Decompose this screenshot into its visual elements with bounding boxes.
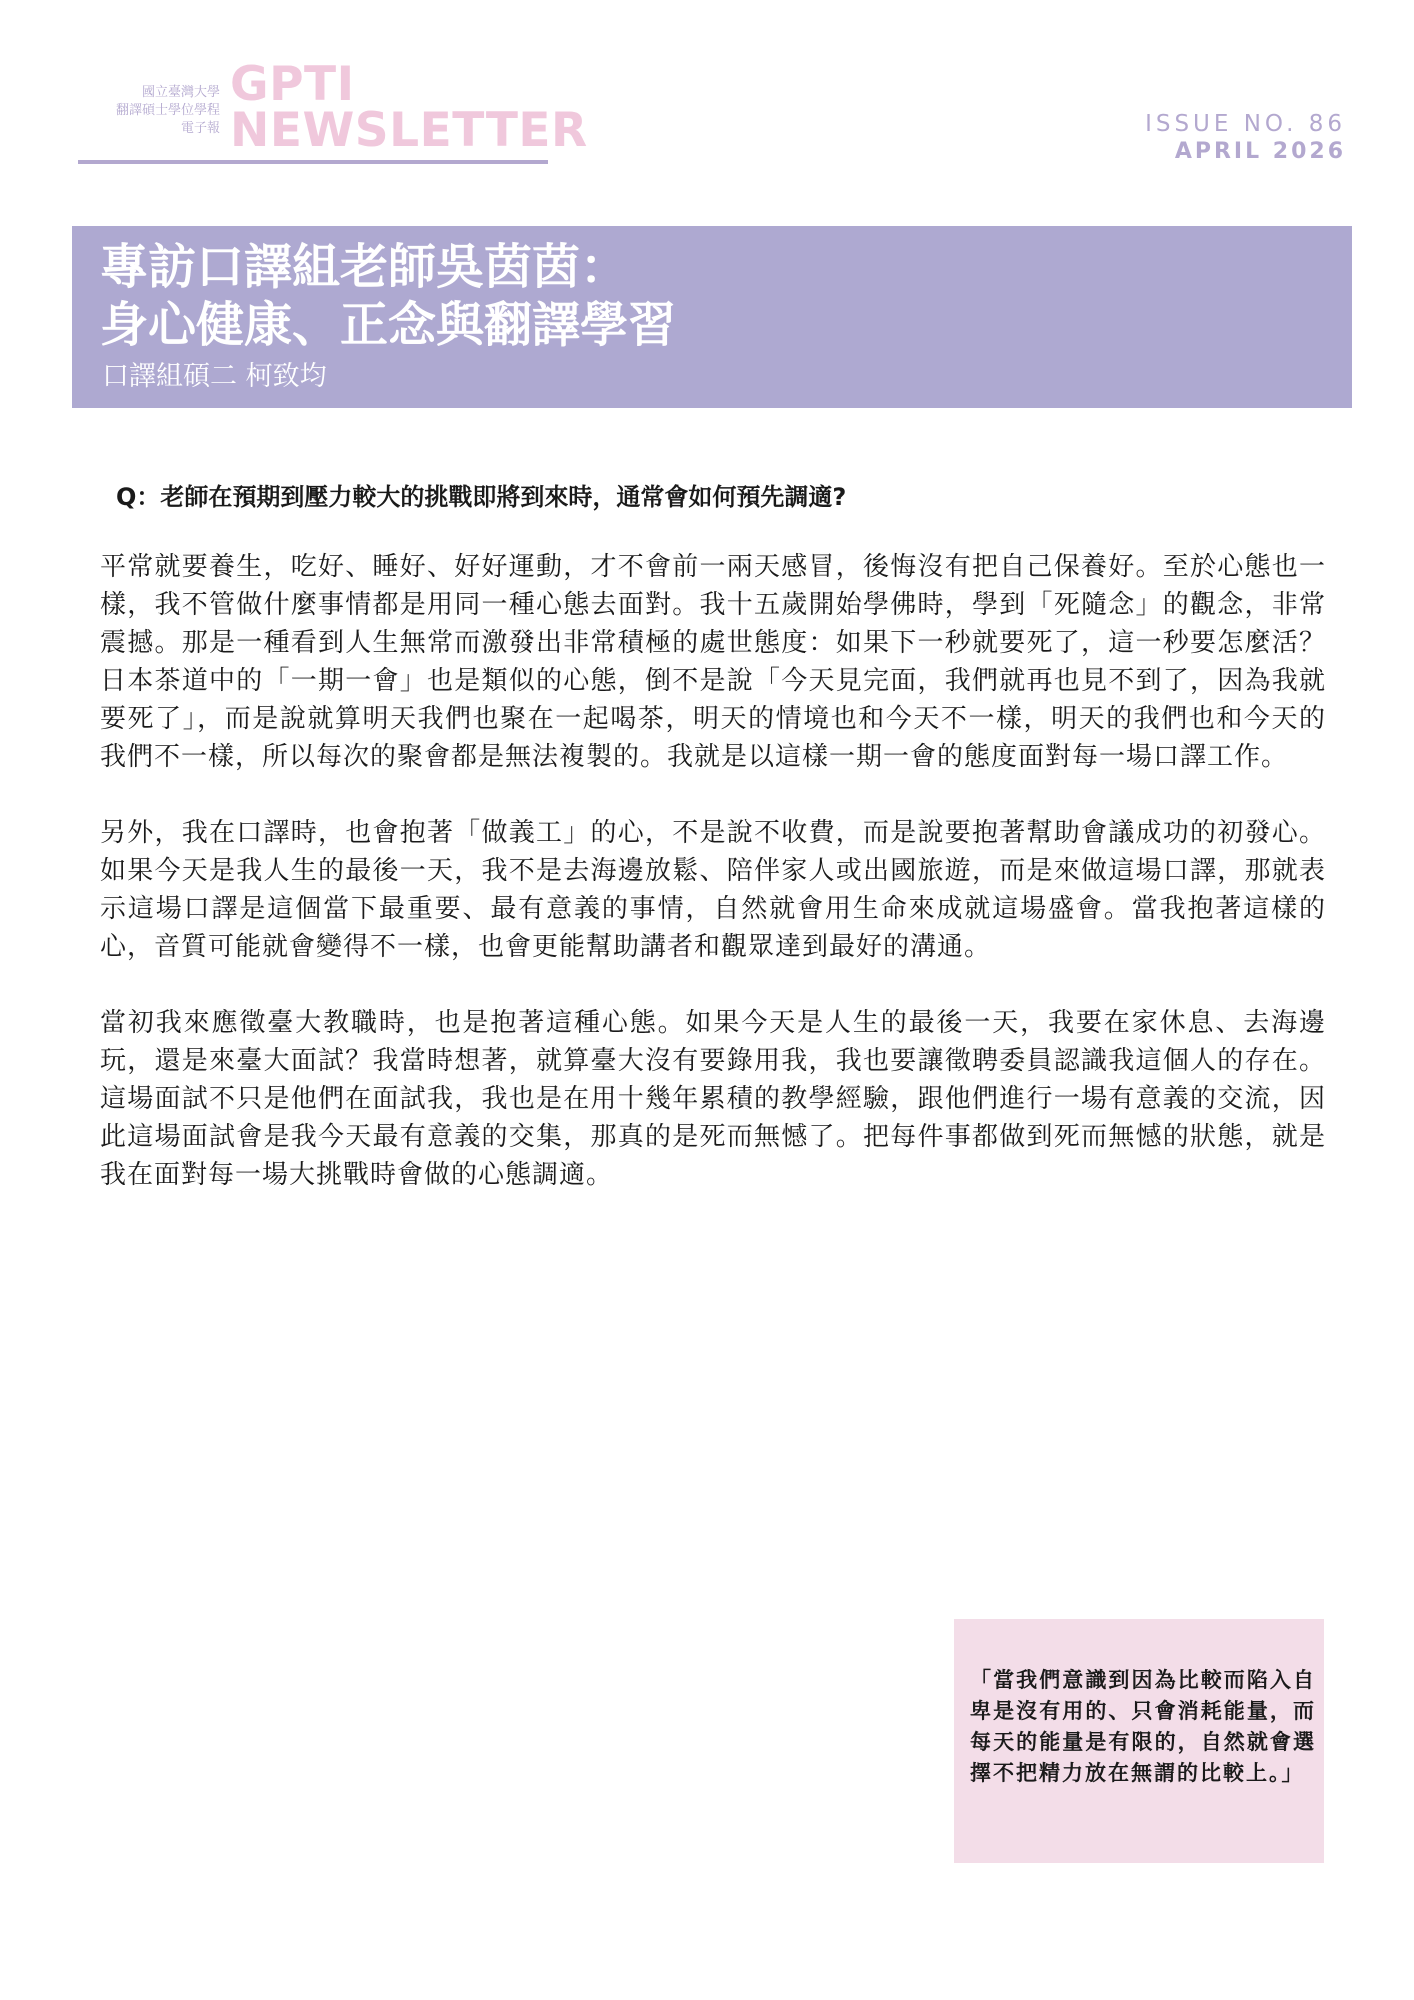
article-title-line-1: 專訪口譯組老師吳茵茵： [100,239,629,295]
school-name-line: 國立臺灣大學 [141,85,220,100]
answer-paragraph: 另外，我在口譯時，也會抱著「做義工」的心，不是說不收費，而是說要抱著幫助會議成功的初發心。如果今天是我人生的最後一天，我不是去海邊放鬆、陪伴家人或出國旅遊，而是來做這場口譯，那就表示這場口譯是這個當下最重要、最有意義的事情，自然就會用生命來成就這場盛會。當我抱著這樣的心，音質可能就會變得不一樣，也會更能幫助講者和觀眾達到最好的溝通。 [100,818,1326,962]
interview-question: Q：老師在預期到壓力較大的挑戰即將到來時，通常會如何預先調適? [116,483,847,511]
issue-number: ISSUE NO. 86 [1145,111,1346,137]
issue-date: APRIL 2026 [1174,139,1346,164]
answer-paragraph: 當初我來應徵臺大教職時，也是抱著這種心態。如果今天是人生的最後一天，我要在家休息、去海邊玩，還是來臺大面試？我當時想著，就算臺大沒有要錄用我，我也要讓徵聘委員認識我這個人的存在。這場面試不只是他們在面試我，我也是在用十幾年累積的教學經驗，跟他們進行一場有意義的交流，因此這場面試會是我今天最有意義的交集，那真的是死而無憾了。把每件事都做到死而無憾的狀態，就是我在面對每一場大挑戰時會做的心態調適。 [100,1008,1326,1190]
newsletter-logo [230,57,588,158]
article-body [100,548,1326,1232]
pull-quote-text: 「當我們意識到因為比較而陷入自卑是沒有用的、只會消耗能量，而每天的能量是有限的，自然就會選擇不把精力放在無謂的比較上。」 [970,1668,1316,1785]
article-byline: 口譯組碩二 柯致均 [102,361,327,392]
article-title-banner [72,226,1352,408]
brand-line-newsletter: NEWSLETTER [230,103,588,158]
school-name [78,84,220,138]
answer-paragraph: 平常就要養生，吃好、睡好、好好運動，才不會前一兩天感冒，後悔沒有把自己保養好。至於心態也一樣，我不管做什麼事情都是用同一種心態去面對。我十五歲開始學佛時，學到「死隨念」的觀念，非常震撼。那是一種看到人生無常而激發出非常積極的處世態度：如果下一秒就要死了，這一秒要怎麼活？日本茶道中的「一期一會」也是類似的心態，倒不是說「今天見完面，我們就再也見不到了，因為我就要死了」，而是說就算明天我們也聚在一起喝茶，明天的情境也和今天不一樣，明天的我們也和今天的我們不一樣，所以每次的聚會都是無法複製的。我就是以這樣一期一會的態度面對每一場口譯工作。 [100,552,1326,772]
brand-line-gpti: GPTI [230,57,355,112]
pull-quote-box [954,1619,1324,1863]
article-title-line-2: 身心健康、正念與翻譯學習 [100,297,677,353]
school-name-line: 翻譯碩士學位學程 [115,103,220,118]
article-title [100,238,676,354]
issue-info [1145,110,1346,166]
masthead [78,57,588,168]
school-name-line: 電子報 [180,121,220,136]
masthead-divider [78,160,548,164]
